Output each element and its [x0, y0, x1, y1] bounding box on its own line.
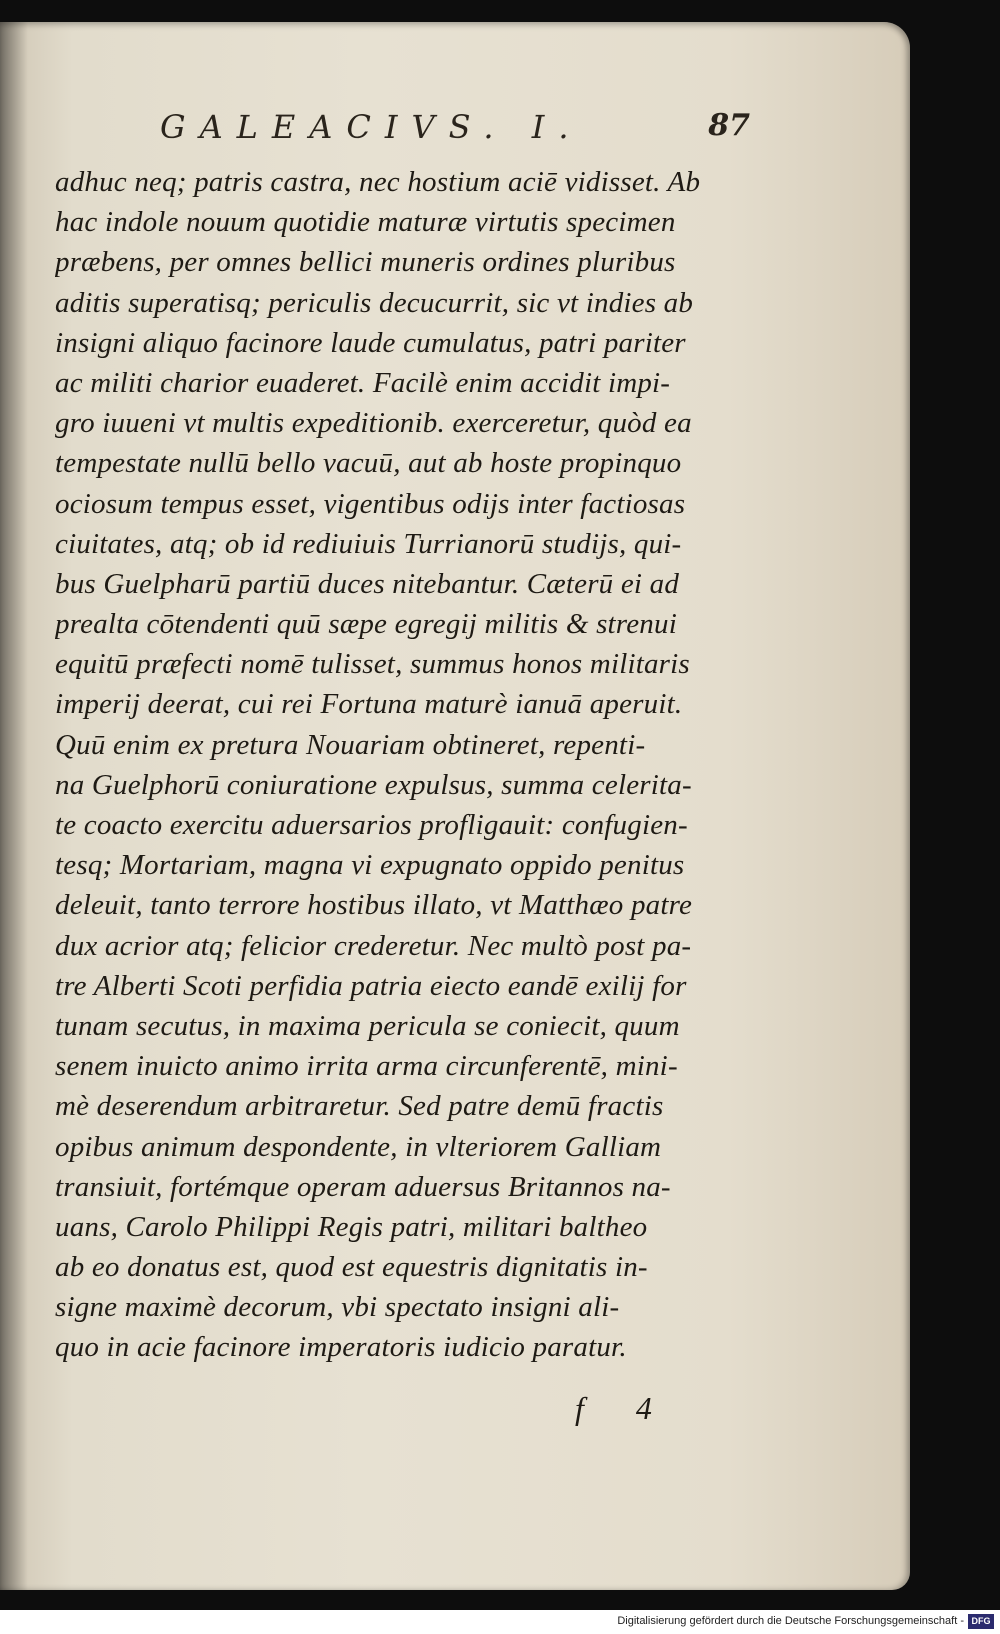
text-line: equitū præfecti nomē tulisset, summus honos militaris [55, 648, 690, 681]
text-line: præbens, per omnes bellici muneris ordines pluribus [55, 246, 676, 279]
text-line: quo in acie facinore imperatoris iudicio paratur. [55, 1331, 627, 1364]
text-line: tempestate nullū bello vacuū, aut ab hoste propinquo [55, 447, 682, 480]
text-line: mè deserendum arbitraretur. Sed patre demū fractis [55, 1090, 664, 1123]
footer-bar [0, 1610, 1000, 1634]
running-head [160, 108, 750, 158]
text-line: te coacto exercitu aduersarios profligauit: confugien- [55, 809, 688, 841]
text-line: adhuc neq; patris castra, nec hostium aciē vidisset. Ab [55, 166, 701, 198]
text-line: dux acrior atq; felicior crederetur. Nec multò post pa- [55, 929, 692, 962]
text-line: imperij deerat, cui rei Fortuna maturè ianuā aperuit. [55, 688, 683, 721]
text-line: Quū enim ex pretura Nouariam obtineret, repenti- [55, 728, 646, 761]
text-line: prealta cōtendenti quū sæpe egregij militis & strenui [55, 608, 677, 641]
page-number: 87 [708, 108, 750, 143]
text-line: aditis superatisq; periculis decucurrit, sic vt indies ab [55, 286, 694, 319]
text-line: gro iuueni vt multis expeditionib. exerceretur, quòd ea [55, 407, 692, 440]
text-line: signe maximè decorum, vbi spectato insigni ali- [55, 1291, 620, 1324]
text-line: tre Alberti Scoti perfidia patria eiecto eandē exilij for [55, 969, 687, 1002]
text-line: ciuitates, atq; ob id rediuiuis Turrianorū studijs, qui- [55, 527, 682, 560]
text-line: uans, Carolo Philippi Regis patri, militari baltheo [55, 1210, 648, 1243]
text-line: tesq; Mortariam, magna vi expugnato oppido penitus [55, 849, 685, 882]
text-line: ac militi charior euaderet. Facilè enim accidit impi- [55, 366, 671, 399]
text-line: insigni aliquo facinore laude cumulatus, patri pariter [55, 326, 686, 359]
page-gutter [0, 22, 28, 1590]
running-head-title: GALEACIVS. I. [160, 108, 583, 146]
text-line: ab eo donatus est, quod est equestris dignitatis in- [55, 1251, 648, 1284]
funding-credit: Digitalisierung gefördert durch die Deutsche Forschungsgemeinschaft - [617, 1615, 964, 1627]
text-line: bus Guelpharū partiū duces nitebantur. Cæterū ei ad [55, 567, 680, 600]
signature-mark: f 4 [575, 1390, 674, 1426]
text-line: tunam secutus, in maxima pericula se coniecit, quum [55, 1009, 680, 1042]
text-line: transiuit, fortémque operam aduersus Britannos na- [55, 1170, 671, 1203]
text-line: opibus animum despondente, in vlteriorem Galliam [55, 1130, 662, 1163]
text-line: senem inuicto animo irrita arma circunferentē, mini- [55, 1050, 678, 1083]
text-line: na Guelphorū coniuratione expulsus, summa celerita- [55, 768, 692, 801]
dfg-logo: DFG [968, 1614, 994, 1629]
text-line: deleuit, tanto terrore hostibus illato, vt Matthæo patre [55, 889, 693, 922]
body-text [55, 162, 735, 1368]
text-line: hac indole nouum quotidie maturæ virtutis specimen [55, 206, 676, 239]
text-line: ociosum tempus esset, vigentibus odijs inter factiosas [55, 487, 686, 520]
